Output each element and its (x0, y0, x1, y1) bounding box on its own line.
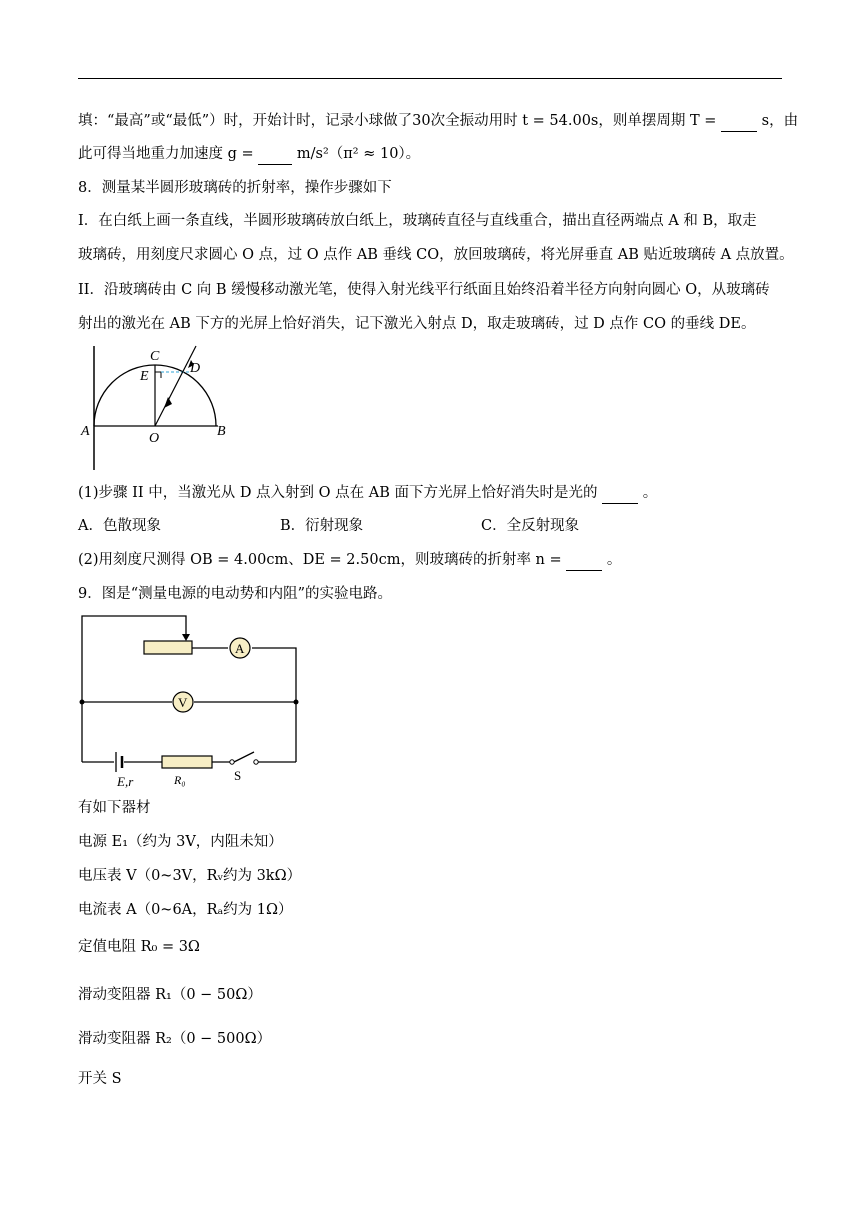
equipment-item: 滑动变阻器 R₁（0 − 50Ω） (78, 987, 262, 1003)
header-rule (78, 78, 782, 79)
junction-right (294, 700, 299, 705)
label-O: O (149, 431, 160, 446)
label-A: A (81, 424, 90, 439)
option-C: C．全反射现象 (481, 518, 580, 534)
q8-sub2-end: 。 (606, 552, 622, 568)
q8-step2-line1: II．沿玻璃砖由 C 向 B 缓慢移动激光笔，使得入射光线平行纸面且始终沿着半径方向射向圆心 O，从玻璃砖 (78, 282, 770, 298)
q7-text-1: 填：“最高”或“最低”）时，开始计时，记录小球做了30次全振动用时 t = 54.00s，则单摆周期 T = (78, 113, 717, 129)
option-A: A．色散现象 (78, 518, 161, 534)
equipment-item: 滑动变阻器 R₂（0 − 500Ω） (78, 1031, 272, 1047)
circuit-diagram (78, 610, 303, 788)
label-C: C (150, 349, 160, 364)
equipment-item: 电源 E₁（约为 3V，内阻未知） (78, 834, 283, 850)
q7-line-1 (78, 111, 798, 132)
answer-blank-phenomenon (602, 483, 638, 504)
switch-contact-left (230, 760, 234, 764)
ray-arrowhead (164, 397, 172, 408)
semicircle-glass-figure (78, 342, 248, 472)
q7-line-2 (78, 144, 420, 165)
q8-sub1-end: 。 (642, 485, 658, 501)
equipment-item: 电压表 V（0~3V，Rᵥ约为 3kΩ） (78, 868, 302, 884)
switch-label: S (234, 768, 242, 783)
q8-title: 8．测量某半圆形玻璃砖的折射率，操作步骤如下 (78, 180, 392, 196)
equipment-item: 定值电阻 R₀ = 3Ω (78, 939, 200, 955)
q8-sub2 (78, 550, 621, 571)
q8-step1-line1: I．在白纸上画一条直线，半圆形玻璃砖放白纸上，玻璃砖直径与直线重合，描出直径两端点 A 和 B，取走 (78, 213, 757, 229)
wire-top (82, 616, 186, 704)
q7-text-1-end: s，由 (761, 113, 799, 129)
resistor-label: R₀ (174, 773, 186, 787)
junction-left (80, 700, 85, 705)
source-label: E,r (117, 774, 134, 788)
answer-blank-index (566, 550, 602, 571)
label-D: D (190, 361, 201, 376)
q8-sub1-text: (1)步骤 II 中，当激光从 D 点入射到 O 点在 AB 面下方光屏上恰好消失时是光的 (78, 485, 598, 501)
option-B: B．衍射现象 (280, 518, 364, 534)
equipment-item: 开关 S (78, 1071, 122, 1087)
q8-sub1 (78, 483, 657, 504)
right-angle-mark (155, 372, 161, 378)
equipment-item: 电流表 A（0~6A，Rₐ约为 1Ω） (78, 902, 293, 918)
answer-blank-period (721, 111, 757, 132)
q9-title: 9．图是“测量电源的电动势和内阻”的实验电路。 (78, 586, 393, 602)
q8-step2-line2: 射出的激光在 AB 下方的光屏上恰好消失，记下激光入射点 D，取走玻璃砖，过 D 点作 CO 的垂线 DE。 (78, 316, 756, 332)
q8-step1-line2: 玻璃砖，用刻度尺求圆心 O 点，过 O 点作 AB 垂线 CO，放回玻璃砖，将光屏垂直 AB 贴近玻璃砖 A 点放置。 (78, 247, 794, 263)
rheostat-slider-arrow (182, 634, 190, 641)
switch-contact-right (254, 760, 258, 764)
wire-right (252, 648, 296, 762)
label-B: B (217, 424, 226, 439)
answer-blank-gravity (258, 144, 292, 165)
rheostat (144, 641, 192, 654)
switch-blade (234, 752, 254, 762)
ammeter-label: A (235, 641, 245, 656)
laser-ray (155, 346, 196, 426)
q7-text-2-end: m/s²（π² ≈ 10）。 (296, 146, 421, 162)
voltmeter-label: V (178, 695, 188, 710)
resistor-R0 (162, 756, 212, 768)
q8-sub2-text: (2)用刻度尺测得 OB = 4.00cm、DE = 2.50cm，则玻璃砖的折射率 n = (78, 552, 562, 568)
label-E: E (140, 369, 149, 384)
equipment-intro: 有如下器材 (78, 800, 151, 816)
q7-text-2: 此可得当地重力加速度 g = (78, 146, 254, 162)
